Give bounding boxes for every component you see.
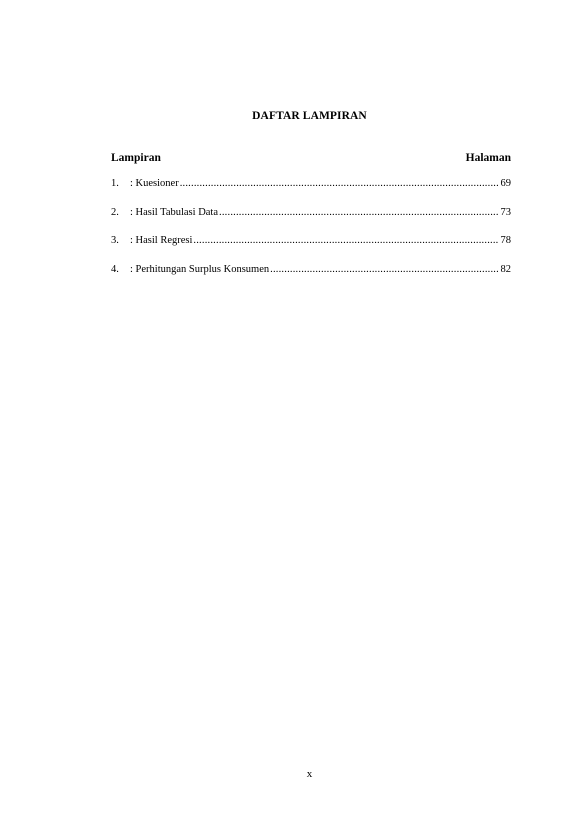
toc-entry — [111, 263, 511, 277]
dot-leader — [270, 263, 497, 277]
dot-leader — [180, 177, 498, 191]
toc-entry-number: 1. — [111, 178, 119, 189]
page-title: DAFTAR LAMPIRAN — [252, 110, 367, 122]
toc-entry-number: 3. — [111, 235, 119, 246]
toc-entry — [111, 177, 511, 191]
toc-entry-page: 82 — [500, 263, 511, 275]
toc-entry-page: 73 — [500, 206, 511, 218]
toc-entry-number: 4. — [111, 263, 119, 275]
toc-entry-title: : Hasil Tabulasi Data — [130, 206, 219, 218]
column-header-lampiran: Lampiran — [111, 152, 161, 164]
dot-leader — [193, 234, 497, 248]
toc-entry-title: : Perhitungan Surplus Konsumen — [130, 263, 270, 275]
toc-entry-page: 69 — [500, 178, 511, 189]
toc-list — [111, 177, 511, 291]
column-header-halaman: Halaman — [465, 152, 511, 164]
toc-entry-title: : Hasil Regresi — [130, 235, 193, 246]
toc-entry — [111, 206, 511, 220]
toc-entry-title: : Kuesioner — [130, 178, 179, 189]
page-number: x — [306, 768, 313, 780]
toc-entry-page: 78 — [500, 235, 511, 246]
toc-entry-number: 2. — [111, 206, 119, 218]
toc-entry — [111, 234, 511, 248]
dot-leader — [219, 206, 497, 220]
list-header — [111, 152, 511, 166]
